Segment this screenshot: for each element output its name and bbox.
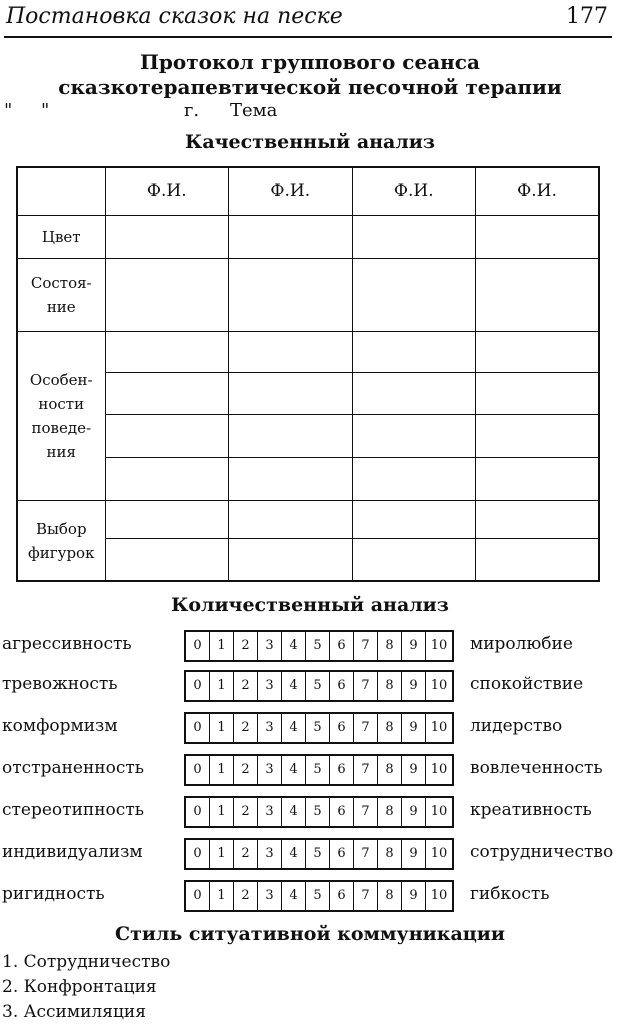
scale-cell[interactable]: 1	[210, 756, 234, 784]
scale-cell[interactable]: 3	[258, 672, 282, 700]
table-cell	[476, 415, 600, 458]
quote-close: "	[41, 100, 50, 121]
scale-cell[interactable]: 7	[354, 798, 378, 826]
column-header: Ф.И.	[229, 167, 353, 215]
scale-row	[0, 630, 620, 662]
year-suffix: г.	[184, 100, 200, 121]
scale-cells	[184, 796, 454, 828]
scale-cells	[184, 670, 454, 702]
scale-cells	[184, 712, 454, 744]
scale-cell[interactable]: 1	[210, 714, 234, 742]
scale-cell[interactable]: 1	[210, 840, 234, 868]
scale-cell[interactable]: 6	[330, 756, 354, 784]
column-header: Ф.И.	[352, 167, 476, 215]
table-row	[17, 372, 599, 415]
table-cell	[229, 538, 353, 581]
scale-cell[interactable]: 7	[354, 840, 378, 868]
scale-cell[interactable]: 3	[258, 756, 282, 784]
scale-cell[interactable]: 7	[354, 882, 378, 910]
qualitative-table	[16, 166, 600, 582]
scale-cell[interactable]: 9	[402, 756, 426, 784]
table-cell	[476, 331, 600, 372]
scale-row	[0, 796, 620, 828]
table-cell	[476, 215, 600, 258]
scale-cell[interactable]: 2	[234, 632, 258, 660]
scale-right-label: сотрудничество	[470, 842, 614, 862]
scale-cell[interactable]: 10	[430, 720, 448, 735]
scale-cell[interactable]: 6	[330, 840, 354, 868]
scale-cell[interactable]: 8	[378, 798, 402, 826]
protocol-title-line2: сказкотерапевтической песочной терапии	[58, 75, 562, 99]
scale-cells	[184, 630, 454, 662]
scale-cell[interactable]: 10	[430, 678, 448, 693]
scale-cell[interactable]: 10	[430, 888, 448, 903]
scale-cell[interactable]: 8	[378, 756, 402, 784]
scale-cell[interactable]: 2	[234, 840, 258, 868]
scale-cell[interactable]: 8	[378, 714, 402, 742]
scale-cell[interactable]: 2	[234, 672, 258, 700]
table-cell	[105, 258, 229, 331]
scale-row	[0, 838, 620, 870]
table-row	[17, 258, 599, 331]
scale-left-label: комформизм	[2, 716, 118, 736]
scale-cell[interactable]: 8	[378, 840, 402, 868]
scale-cell[interactable]: 6	[330, 798, 354, 826]
scale-cell[interactable]: 5	[306, 756, 330, 784]
scale-cells	[184, 880, 454, 912]
table-cell	[229, 458, 353, 501]
scale-cell[interactable]: 5	[306, 714, 330, 742]
table-cell	[476, 372, 600, 415]
scale-left-label: ригидность	[2, 884, 105, 904]
quantitative-heading: Количественный анализ	[171, 594, 449, 616]
scale-cell[interactable]: 4	[282, 672, 306, 700]
scale-cell[interactable]: 2	[234, 798, 258, 826]
table-cell	[476, 538, 600, 581]
table-row	[17, 501, 599, 539]
scale-right-label: миролюбие	[470, 634, 573, 654]
scale-cell[interactable]: 10	[430, 638, 448, 653]
table-cell	[476, 458, 600, 501]
scale-cells	[184, 754, 454, 786]
scale-cell[interactable]: 7	[354, 632, 378, 660]
table-cell	[229, 372, 353, 415]
scale-cell[interactable]: 1	[210, 882, 234, 910]
page-header	[4, 0, 612, 38]
scale-cell[interactable]: 9	[402, 798, 426, 826]
table-cell	[352, 331, 476, 372]
scale-row	[0, 712, 620, 744]
table-row	[17, 331, 599, 372]
table-cell	[229, 501, 353, 539]
scale-cells	[184, 838, 454, 870]
scale-cell[interactable]: 3	[258, 840, 282, 868]
scale-cell[interactable]: 7	[354, 714, 378, 742]
scale-cell[interactable]: 4	[282, 756, 306, 784]
column-header: Ф.И.	[105, 167, 229, 215]
scale-cell[interactable]: 1	[210, 798, 234, 826]
scale-cell[interactable]: 10	[430, 804, 448, 819]
scale-cell[interactable]: 4	[282, 632, 306, 660]
table-cell	[105, 415, 229, 458]
scale-cell[interactable]: 8	[378, 882, 402, 910]
scale-left-label: агрессивность	[2, 634, 132, 654]
table-cell	[229, 415, 353, 458]
table-cell	[229, 331, 353, 372]
scale-cell[interactable]: 5	[306, 672, 330, 700]
scale-cell[interactable]: 3	[258, 632, 282, 660]
table-row	[17, 415, 599, 458]
table-cell	[229, 258, 353, 331]
scale-cell[interactable]: 2	[234, 882, 258, 910]
table-cell	[352, 458, 476, 501]
page-number: 177	[566, 4, 608, 29]
table-cell	[352, 415, 476, 458]
scale-cell[interactable]: 5	[306, 840, 330, 868]
scale-cell[interactable]: 0	[186, 840, 210, 868]
scale-cell[interactable]: 8	[378, 632, 402, 660]
scale-cell[interactable]: 0	[186, 714, 210, 742]
table-cell	[352, 538, 476, 581]
scale-cell[interactable]: 9	[402, 882, 426, 910]
table-cell	[352, 372, 476, 415]
scale-cell[interactable]: 6	[330, 632, 354, 660]
table-cell	[476, 258, 600, 331]
scale-right-label: гибкость	[470, 884, 550, 904]
scale-cell[interactable]: 9	[402, 672, 426, 700]
table-cell	[105, 331, 229, 372]
scale-cell[interactable]: 5	[306, 798, 330, 826]
scale-cell[interactable]: 6	[330, 882, 354, 910]
scale-cell[interactable]: 1	[210, 632, 234, 660]
scale-cell[interactable]: 5	[306, 632, 330, 660]
scale-cell[interactable]: 4	[282, 714, 306, 742]
scale-row	[0, 670, 620, 702]
scale-cell[interactable]: 9	[402, 840, 426, 868]
scale-cell[interactable]: 8	[378, 672, 402, 700]
table-row	[17, 538, 599, 581]
table-cell	[105, 215, 229, 258]
scale-cell[interactable]: 0	[186, 632, 210, 660]
scale-cell[interactable]: 0	[186, 756, 210, 784]
scale-cell[interactable]: 10	[430, 846, 448, 861]
scale-cell[interactable]: 0	[186, 798, 210, 826]
scale-left-label: отстраненность	[2, 758, 145, 778]
scale-cell[interactable]: 2	[234, 714, 258, 742]
list-item: 2. Конфронтация	[2, 977, 157, 997]
scale-cell[interactable]: 5	[306, 882, 330, 910]
column-header: Ф.И.	[476, 167, 600, 215]
scale-cell[interactable]: 10	[430, 762, 448, 777]
table-cell	[105, 458, 229, 501]
scale-cell[interactable]: 4	[282, 798, 306, 826]
table-cell	[352, 501, 476, 539]
quote-open: "	[4, 100, 13, 121]
scale-right-label: лидерство	[470, 716, 563, 736]
table-cell	[352, 215, 476, 258]
row-label-figures: Выбор фигурок	[17, 501, 105, 582]
scale-cell[interactable]: 3	[258, 798, 282, 826]
scale-cell[interactable]: 6	[330, 672, 354, 700]
list-item: 3. Ассимиляция	[2, 1002, 146, 1022]
table-header-row	[17, 167, 599, 215]
scale-cell[interactable]: 6	[330, 714, 354, 742]
table-cell	[105, 501, 229, 539]
running-title: Постановка сказок на песке	[6, 4, 343, 29]
corner-cell	[17, 167, 105, 215]
scale-row	[0, 880, 620, 912]
row-label-color: Цвет	[17, 215, 105, 258]
communication-style-heading: Стиль ситуативной коммуникации	[115, 923, 505, 945]
protocol-title-line1: Протокол группового сеанса	[140, 50, 480, 74]
row-label-behavior: Особен- ности поведе- ния	[17, 331, 105, 500]
scale-cell[interactable]: 3	[258, 714, 282, 742]
scale-row	[0, 754, 620, 786]
scale-cell[interactable]: 4	[282, 882, 306, 910]
scale-left-label: стереотипность	[2, 800, 144, 820]
scale-left-label: индивидуализм	[2, 842, 143, 862]
scale-cell[interactable]: 0	[186, 882, 210, 910]
table-cell	[105, 538, 229, 581]
table-cell	[229, 215, 353, 258]
scale-cell[interactable]: 9	[402, 714, 426, 742]
scale-cell[interactable]: 7	[354, 756, 378, 784]
scale-right-label: спокойствие	[470, 674, 584, 694]
table-cell	[476, 501, 600, 539]
table-row	[17, 458, 599, 501]
table-row	[17, 215, 599, 258]
qualitative-heading: Качественный анализ	[185, 131, 435, 153]
scale-cell[interactable]: 1	[210, 672, 234, 700]
table-cell	[105, 372, 229, 415]
scale-left-label: тревожность	[2, 674, 118, 694]
scale-cell[interactable]: 4	[282, 840, 306, 868]
row-label-state: Состоя- ние	[17, 258, 105, 331]
scale-cell[interactable]: 0	[186, 672, 210, 700]
scale-cell[interactable]: 9	[402, 632, 426, 660]
scale-right-label: вовлеченность	[470, 758, 603, 778]
scale-cell[interactable]: 3	[258, 882, 282, 910]
communication-style-list	[2, 950, 170, 1025]
scale-right-label: креативность	[470, 800, 592, 820]
scale-cell[interactable]: 7	[354, 672, 378, 700]
scale-cell[interactable]: 2	[234, 756, 258, 784]
list-item: 1. Сотрудничество	[2, 952, 171, 972]
date-topic-line	[4, 98, 616, 124]
table-cell	[352, 258, 476, 331]
topic-label: Тема	[230, 100, 278, 121]
